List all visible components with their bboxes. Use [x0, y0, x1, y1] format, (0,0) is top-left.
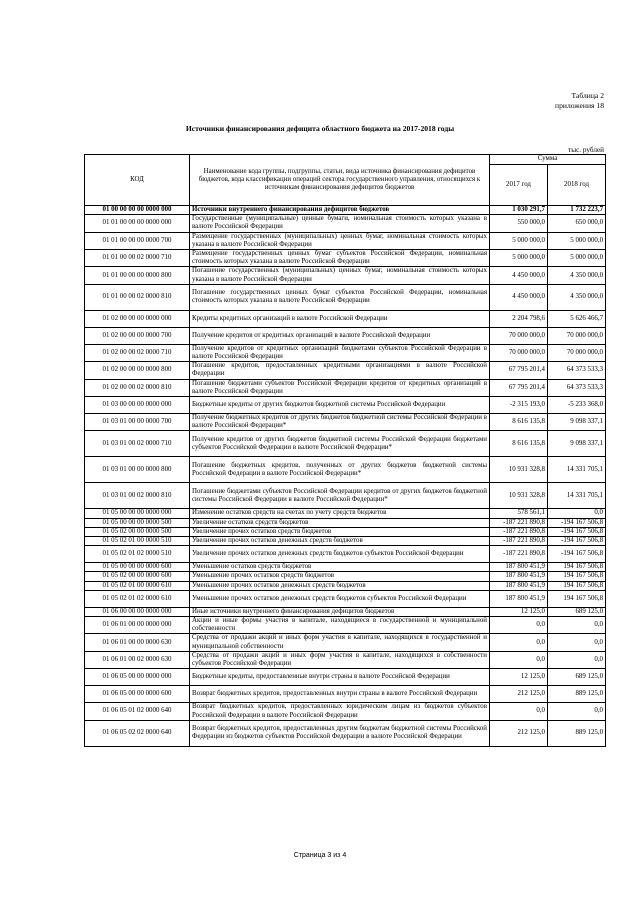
- name-cell: Уменьшение остатков средств бюджетов: [190, 563, 490, 572]
- value-2017-cell: 550 000,0: [490, 215, 548, 232]
- table-row: [85, 607, 606, 616]
- code-cell: 01 05 02 01 02 0000 510: [85, 546, 190, 563]
- value-2018-cell: 194 167 506,8: [548, 590, 606, 607]
- header-name: Наименование кода группы, подгруппы, статьи, вида источника финансирования дефицитов бюджетов, кода классификации операций сектора государственного управления, относящихся к источникам финансирования дефицитов бюджетов: [190, 155, 490, 206]
- table-body: [85, 206, 606, 747]
- value-2018-cell: 9 098 337,1: [548, 414, 606, 431]
- value-2018-cell: 689 125,0: [548, 607, 606, 616]
- value-2017-cell: 5 000 000,0: [490, 250, 548, 267]
- name-cell: Погашение государственных ценных бумаг субъектов Российской Федерации, номинальная стоимость которых указана в валюте Российской Федерации: [190, 284, 490, 310]
- code-cell: 01 06 05 02 02 0000 640: [85, 720, 190, 746]
- name-cell: Акции и иные формы участия в капитале, находящиеся в государственной и муниципальной собственности: [190, 617, 490, 634]
- value-2017-cell: 187 800 451,9: [490, 572, 548, 581]
- value-2018-cell: 194 167 506,8: [548, 581, 606, 590]
- name-cell: Кредиты кредитных организаций в валюте Российской Федерации: [190, 310, 490, 327]
- name-cell: Уменьшение прочих остатков средств бюджетов: [190, 572, 490, 581]
- name-cell: Погашение бюджетами субъектов Российской Федерации кредитов от кредитных организаций в валюте Российской Федерации: [190, 379, 490, 396]
- code-cell: 01 06 05 01 02 0000 640: [85, 703, 190, 720]
- value-2018-cell: 64 373 533,3: [548, 362, 606, 379]
- code-cell: 01 02 00 00 00 0000 800: [85, 362, 190, 379]
- table-row: [85, 327, 606, 344]
- value-2018-cell: 4 350 000,0: [548, 284, 606, 310]
- code-cell: 01 01 00 00 00 0000 800: [85, 267, 190, 284]
- code-cell: 01 03 01 00 02 0000 810: [85, 483, 190, 509]
- table-row: [85, 669, 606, 686]
- value-2017-cell: 67 795 201,4: [490, 362, 548, 379]
- name-cell: Получение бюджетных кредитов от других бюджетов бюджетной системы Российской Федерации в валюте Российской Федерации*: [190, 414, 490, 431]
- table-row: [85, 232, 606, 249]
- name-cell: Средства от продажи акций и иных форм участия в капитале, находящихся в государственной и муниципальной собственности: [190, 634, 490, 651]
- code-cell: 01 03 00 00 00 0000 000: [85, 397, 190, 414]
- name-cell: Уменьшение прочих остатков денежных средств бюджетов: [190, 581, 490, 590]
- table-row: [85, 267, 606, 284]
- code-cell: 01 05 00 00 00 0000 600: [85, 563, 190, 572]
- name-cell: Иные источники внутреннего финансирования дефицитов бюджетов: [190, 607, 490, 616]
- table-row: [85, 527, 606, 536]
- code-cell: 01 05 02 01 02 0000 610: [85, 590, 190, 607]
- table-row: [85, 206, 606, 215]
- value-2017-cell: 70 000 000,0: [490, 344, 548, 361]
- value-2017-cell: 212 125,0: [490, 720, 548, 746]
- name-cell: Государственные (муниципальные) ценные бумаги, номинальная стоимость которых указана в валюте Российской Федерации: [190, 215, 490, 232]
- value-2018-cell: -194 167 506,8: [548, 527, 606, 536]
- units-label: тыс. рублей: [568, 146, 604, 154]
- value-2017-cell: 187 800 451,9: [490, 590, 548, 607]
- code-cell: 01 05 00 00 00 0000 500: [85, 518, 190, 527]
- value-2017-cell: 0,0: [490, 651, 548, 668]
- code-cell: 01 06 01 00 00 0000 000: [85, 617, 190, 634]
- value-2017-cell: 0,0: [490, 634, 548, 651]
- table-row: [85, 686, 606, 703]
- value-2018-cell: -5 233 368,0: [548, 397, 606, 414]
- name-cell: Получение кредитов от других бюджетов бюджетной системы Российской Федерации бюджетами субъектов Российской Федерации в валюте Российской Федерации*: [190, 431, 490, 457]
- table-row: [85, 215, 606, 232]
- code-cell: 01 06 05 00 00 0000 000: [85, 669, 190, 686]
- code-cell: 01 01 00 00 00 0000 700: [85, 232, 190, 249]
- name-cell: Размещение государственных ценных бумаг субъектов Российской Федерации, номинальная стоимость которых указана в валюте Российской Федерации: [190, 250, 490, 267]
- value-2017-cell: 4 450 000,0: [490, 284, 548, 310]
- table-row: [85, 572, 606, 581]
- code-cell: 01 06 00 00 00 0000 000: [85, 607, 190, 616]
- code-cell: 01 02 00 00 00 0000 700: [85, 327, 190, 344]
- name-cell: Увеличение прочих остатков денежных средств бюджетов субъектов Российской Федерации: [190, 546, 490, 563]
- header-2017: 2017 год: [490, 165, 548, 206]
- table-row: [85, 537, 606, 546]
- value-2017-cell: 67 795 201,4: [490, 379, 548, 396]
- name-cell: Источники внутреннего финансирования дефицитов бюджетов: [190, 206, 490, 215]
- page-footer: Страница 3 из 4: [293, 852, 347, 859]
- table-row: [85, 581, 606, 590]
- table-row: [85, 457, 606, 483]
- table-row: [85, 310, 606, 327]
- value-2018-cell: 194 167 506,8: [548, 572, 606, 581]
- name-cell: Получение кредитов от кредитных организаций в валюте Российской Федерации: [190, 327, 490, 344]
- name-cell: Увеличение остатков средств бюджетов: [190, 518, 490, 527]
- table-row: [85, 617, 606, 634]
- code-cell: 01 03 01 00 00 0000 800: [85, 457, 190, 483]
- name-cell: Возврат бюджетных кредитов, предоставленных другим бюджетам бюджетной системы Российской Федерации из бюджетов субъектов Российской Федерации в валюте Российской Федерации: [190, 720, 490, 746]
- name-cell: Размещение государственных (муниципальных) ценных бумаг, номинальная стоимость которых указана в валюте Российской Федерации: [190, 232, 490, 249]
- header-code: КОД: [85, 155, 190, 206]
- code-cell: 01 05 00 00 00 0000 000: [85, 509, 190, 518]
- code-cell: 01 03 01 00 02 0000 710: [85, 431, 190, 457]
- value-2017-cell: 8 616 135,8: [490, 414, 548, 431]
- value-2018-cell: -194 167 506,8: [548, 518, 606, 527]
- document-title: Источники финансирования дефицита областного бюджета на 2017-2018 годы: [185, 124, 455, 133]
- code-cell: 01 02 00 00 02 0000 810: [85, 379, 190, 396]
- code-cell: 01 01 00 00 00 0000 000: [85, 215, 190, 232]
- name-cell: Погашение бюджетами субъектов Российской Федерации кредитов от других бюджетов бюджетной системы Российской Федерации в валюте Российской Федерации*: [190, 483, 490, 509]
- table-row: [85, 362, 606, 379]
- value-2018-cell: 0,0: [548, 651, 606, 668]
- code-cell: 01 06 05 00 00 0000 600: [85, 686, 190, 703]
- table-row: [85, 590, 606, 607]
- table-row: [85, 397, 606, 414]
- value-2017-cell: 0,0: [490, 703, 548, 720]
- value-2018-cell: 70 000 000,0: [548, 344, 606, 361]
- value-2017-cell: 2 204 798,6: [490, 310, 548, 327]
- table-row: [85, 546, 606, 563]
- table-row: [85, 509, 606, 518]
- value-2017-cell: 187 800 451,9: [490, 563, 548, 572]
- value-2017-cell: 12 125,0: [490, 669, 548, 686]
- value-2018-cell: 5 000 000,0: [548, 232, 606, 249]
- value-2017-cell: 578 561,1: [490, 509, 548, 518]
- table-number: Таблица 2: [571, 91, 604, 100]
- value-2017-cell: 0,0: [490, 617, 548, 634]
- value-2017-cell: -2 315 193,0: [490, 397, 548, 414]
- header-sum: Сумма: [490, 155, 606, 165]
- value-2017-cell: 5 000 000,0: [490, 232, 548, 249]
- value-2018-cell: 14 331 705,1: [548, 483, 606, 509]
- value-2018-cell: 889 125,0: [548, 686, 606, 703]
- code-cell: 01 01 00 00 02 0000 810: [85, 284, 190, 310]
- table-row: [85, 431, 606, 457]
- value-2018-cell: 889 125,0: [548, 720, 606, 746]
- value-2018-cell: -194 167 506,8: [548, 537, 606, 546]
- value-2018-cell: 4 350 000,0: [548, 267, 606, 284]
- name-cell: Возврат бюджетных кредитов, предоставленных внутри страны в валюте Российской Федерации: [190, 686, 490, 703]
- name-cell: Изменение остатков средств на счетах по учету средств бюджетов: [190, 509, 490, 518]
- table-row: [85, 284, 606, 310]
- value-2018-cell: 650 000,0: [548, 215, 606, 232]
- value-2018-cell: 0,0: [548, 703, 606, 720]
- value-2017-cell: 10 931 328,8: [490, 483, 548, 509]
- name-cell: Получение кредитов от кредитных организаций бюджетами субъектов Российской Федерации в валюте Российской Федерации: [190, 344, 490, 361]
- value-2017-cell: 12 125,0: [490, 607, 548, 616]
- code-cell: 01 03 01 00 00 0000 700: [85, 414, 190, 431]
- name-cell: Погашение государственных (муниципальных) ценных бумаг, номинальная стоимость которых указана в валюте Российской Федерации: [190, 267, 490, 284]
- table-row: [85, 250, 606, 267]
- name-cell: Бюджетные кредиты, предоставленные внутри страны в валюте Российской Федерации: [190, 669, 490, 686]
- value-2018-cell: 70 000 000,0: [548, 327, 606, 344]
- code-cell: 01 00 00 00 00 0000 000: [85, 206, 190, 215]
- value-2018-cell: 64 373 533,3: [548, 379, 606, 396]
- table-row: [85, 634, 606, 651]
- value-2018-cell: 5 626 466,7: [548, 310, 606, 327]
- code-cell: 01 05 02 00 00 0000 500: [85, 527, 190, 536]
- name-cell: Увеличение прочих остатков средств бюджетов: [190, 527, 490, 536]
- code-cell: 01 06 01 00 02 0000 630: [85, 651, 190, 668]
- sources-table-wrapper: [84, 154, 605, 747]
- table-header-row: [85, 155, 606, 165]
- value-2018-cell: 5 000 000,0: [548, 250, 606, 267]
- code-cell: 01 06 01 00 00 0000 630: [85, 634, 190, 651]
- value-2018-cell: 14 331 705,1: [548, 457, 606, 483]
- value-2018-cell: 1 732 223,7: [548, 206, 606, 215]
- name-cell: Возврат бюджетных кредитов, предоставленных юридическим лицам из бюджетов субъектов Российской Федерации в валюте Российской Федерации: [190, 703, 490, 720]
- code-cell: 01 05 02 00 00 0000 600: [85, 572, 190, 581]
- code-cell: 01 05 02 01 00 0000 510: [85, 537, 190, 546]
- value-2017-cell: -187 221 890,8: [490, 537, 548, 546]
- table-row: [85, 518, 606, 527]
- value-2017-cell: -187 221 890,8: [490, 546, 548, 563]
- code-cell: 01 02 00 00 00 0000 000: [85, 310, 190, 327]
- value-2018-cell: 0,0: [548, 509, 606, 518]
- value-2017-cell: 8 616 135,8: [490, 431, 548, 457]
- code-cell: 01 05 02 01 00 0000 610: [85, 581, 190, 590]
- value-2017-cell: 10 931 328,8: [490, 457, 548, 483]
- sources-table: [84, 154, 606, 747]
- name-cell: Средства от продажи акций и иных форм участия в капитале, находящихся в собственности субъектов Российской Федерации: [190, 651, 490, 668]
- header-2018: 2018 год: [548, 165, 606, 206]
- table-row: [85, 703, 606, 720]
- value-2018-cell: 9 098 337,1: [548, 431, 606, 457]
- table-row: [85, 483, 606, 509]
- code-cell: 01 02 00 00 02 0000 710: [85, 344, 190, 361]
- table-row: [85, 379, 606, 396]
- value-2017-cell: 212 125,0: [490, 686, 548, 703]
- value-2017-cell: -187 221 890,8: [490, 518, 548, 527]
- value-2018-cell: 0,0: [548, 617, 606, 634]
- name-cell: Увеличение прочих остатков денежных средств бюджетов: [190, 537, 490, 546]
- table-row: [85, 720, 606, 746]
- value-2017-cell: 187 800 451,9: [490, 581, 548, 590]
- table-row: [85, 651, 606, 668]
- table-row: [85, 563, 606, 572]
- value-2018-cell: -194 167 506,8: [548, 546, 606, 563]
- value-2017-cell: 4 450 000,0: [490, 267, 548, 284]
- value-2017-cell: 70 000 000,0: [490, 327, 548, 344]
- value-2017-cell: -187 221 890,8: [490, 527, 548, 536]
- appendix-label: приложения 18: [555, 101, 604, 110]
- name-cell: Бюджетные кредиты от других бюджетов бюджетной системы Российской Федерации: [190, 397, 490, 414]
- name-cell: Погашение кредитов, предоставленных кредитными организациями в валюте Российской Федерации: [190, 362, 490, 379]
- table-row: [85, 414, 606, 431]
- name-cell: Уменьшение прочих остатков денежных средств бюджетов субъектов Российской Федерации: [190, 590, 490, 607]
- code-cell: 01 01 00 00 02 0000 710: [85, 250, 190, 267]
- name-cell: Погашение бюджетных кредитов, полученных от других бюджетов бюджетной системы Российской Федерации в валюте Российской Федерации*: [190, 457, 490, 483]
- value-2017-cell: 1 030 291,7: [490, 206, 548, 215]
- value-2018-cell: 689 125,0: [548, 669, 606, 686]
- value-2018-cell: 194 167 506,8: [548, 563, 606, 572]
- table-row: [85, 344, 606, 361]
- value-2018-cell: 0,0: [548, 634, 606, 651]
